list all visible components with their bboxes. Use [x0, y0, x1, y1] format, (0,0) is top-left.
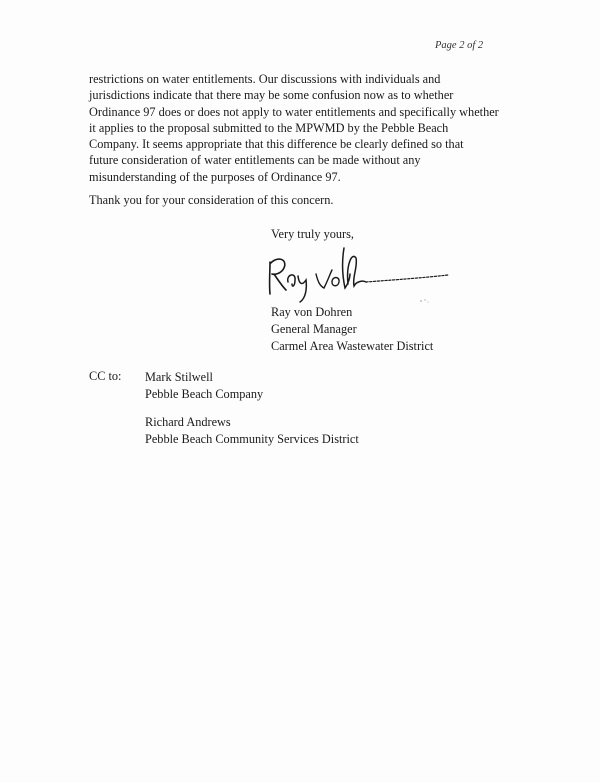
cc-recipient	[145, 369, 263, 403]
cc-recipient-organization: Pebble Beach Community Services District	[145, 432, 359, 446]
signer-block	[271, 304, 433, 355]
body-line: it applies to the proposal submitted to the MPWMD by the Pebble Beach	[89, 120, 449, 135]
body-line: future consideration of water entitlements can be made without any	[89, 153, 421, 168]
letter-body-paragraph	[89, 71, 529, 185]
closing-salutation: Very truly yours,	[271, 227, 354, 241]
body-line: Company. It seems appropriate that this difference be clearly defined so that	[89, 137, 464, 152]
cc-recipient	[145, 414, 359, 448]
page-number: Page 2 of 2	[435, 40, 484, 51]
cc-label: CC to:	[89, 369, 122, 383]
thanks-line: Thank you for your consideration of this concern.	[89, 193, 334, 207]
signer-name: Ray von Dohren	[271, 305, 353, 319]
handwritten-signature	[262, 244, 462, 304]
body-line: jurisdictions indicate that there may be some confusion now as to whether	[89, 88, 454, 103]
cc-recipient-organization: Pebble Beach Company	[145, 387, 264, 401]
signer-title: General Manager	[271, 322, 357, 336]
body-line: Ordinance 97 does or does not apply to water entitlements and specifically whether	[89, 104, 499, 119]
body-line: restrictions on water entitlements. Our discussions with individuals and	[89, 72, 441, 86]
signer-organization: Carmel Area Wastewater District	[271, 339, 434, 353]
cc-recipient-name: Richard Andrews	[145, 415, 231, 429]
body-line: misunderstanding of the purposes of Ordinance 97.	[89, 169, 341, 184]
cc-recipient-name: Mark Stilwell	[145, 370, 213, 384]
